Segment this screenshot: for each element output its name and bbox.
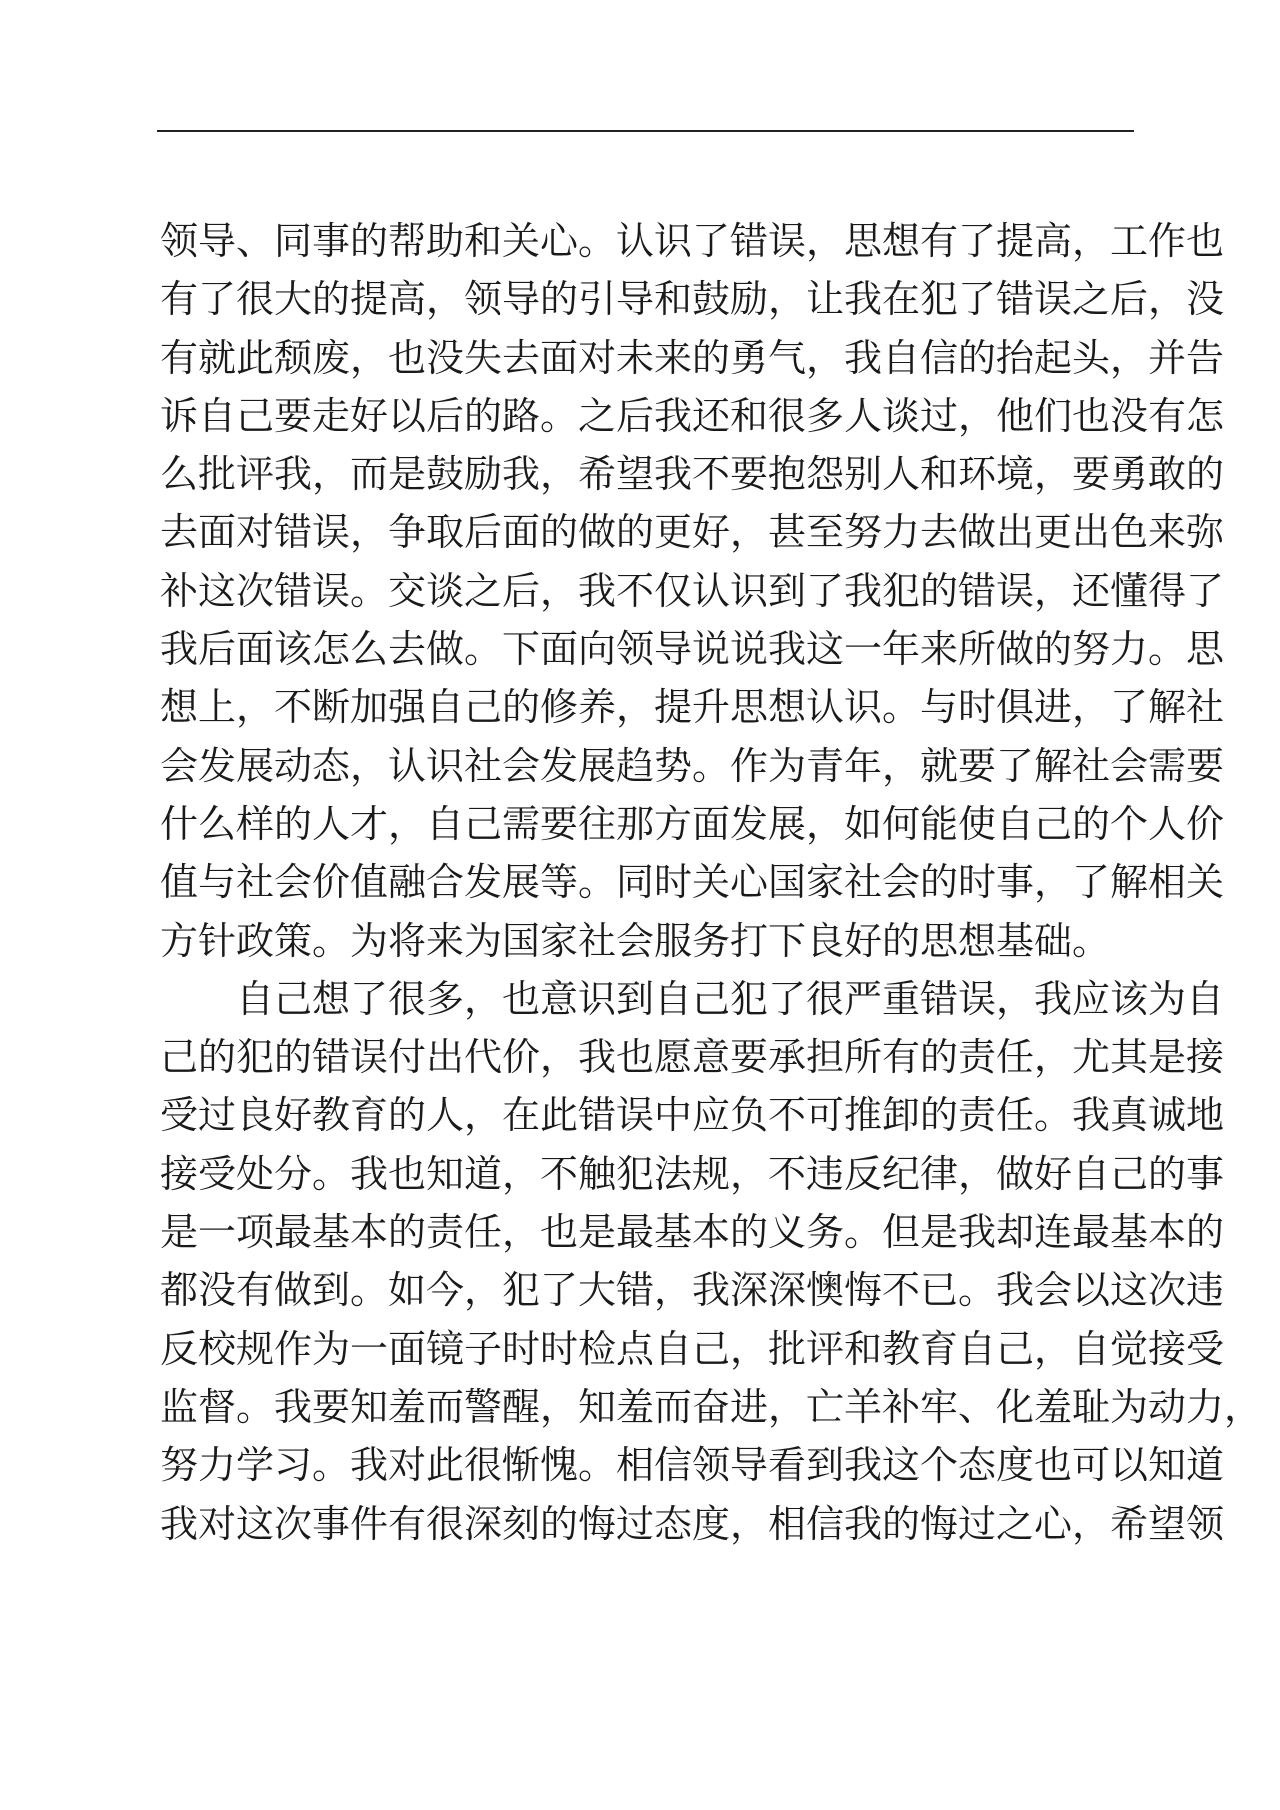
text-line: 我对这次事件有很深刻的悔过态度，相信我的悔过之心，希望领 xyxy=(160,1501,1225,1546)
text-line: 我后面该怎么去做。下面向领导说说我这一年来所做的努力。思 xyxy=(160,627,1225,672)
text-line: 反校规作为一面镜子时时检点自己，批评和教育自己，自觉接受 xyxy=(160,1326,1225,1371)
text-line: 都没有做到。如今，犯了大错，我深深懊悔不已。我会以这次违 xyxy=(160,1268,1225,1313)
text-line: 诉自己要走好以后的路。之后我还和很多人谈过，他们也没有怎 xyxy=(160,393,1225,438)
text-line: 去面对错误，争取后面的做的更好，甚至努力去做出更出色来弥 xyxy=(160,510,1225,555)
document-body xyxy=(160,212,1263,1553)
text-line: 值与社会价值融合发展等。同时关心国家社会的时事，了解相关 xyxy=(160,860,1225,905)
text-line: 什么样的人才，自己需要往那方面发展，如何能使自己的个人价 xyxy=(160,801,1225,846)
paragraph-end-line: 方针政策。为将来为国家社会服务打下良好的思想基础。 xyxy=(160,918,1111,963)
text-line: 补这次错误。交谈之后，我不仅认识到了我犯的错误，还懂得了 xyxy=(160,568,1225,613)
text-line: 己的犯的错误付出代价，我也愿意要承担所有的责任，尤其是接 xyxy=(160,1035,1225,1080)
text-line: 是一项最基本的责任，也是最基本的义务。但是我却连最基本的 xyxy=(160,1210,1225,1255)
text-line: 接受处分。我也知道，不触犯法规，不违反纪律，做好自己的事 xyxy=(160,1151,1225,1196)
text-line: 么批评我，而是鼓励我，希望我不要抱怨别人和环境，要勇敢的 xyxy=(160,452,1225,497)
text-line: 努力学习。我对此很惭愧。相信领导看到我这个态度也可以知道 xyxy=(160,1443,1225,1488)
text-line: 会发展动态，认识社会发展趋势。作为青年，就要了解社会需要 xyxy=(160,743,1225,788)
text-line: 有了很大的提高，领导的引导和鼓励，让我在犯了错误之后，没 xyxy=(160,277,1225,322)
text-line: 监督。我要知羞而警醒，知羞而奋进，亡羊补牢、化羞耻为动力， xyxy=(160,1384,1263,1429)
text-line: 想上，不断加强自己的修养，提升思想认识。与时俱进，了解社 xyxy=(160,685,1225,730)
text-line: 领导、同事的帮助和关心。认识了错误，思想有了提高，工作也 xyxy=(160,219,1225,263)
header-rule xyxy=(157,130,1134,132)
paragraph-start-line: 自己想了很多，也意识到自己犯了很严重错误，我应该为自 xyxy=(236,976,1225,1021)
text-line: 受过良好教育的人，在此错误中应负不可推卸的责任。我真诚地 xyxy=(160,1093,1225,1138)
text-line: 有就此颓废，也没失去面对未来的勇气，我自信的抬起头，并告 xyxy=(160,335,1225,380)
